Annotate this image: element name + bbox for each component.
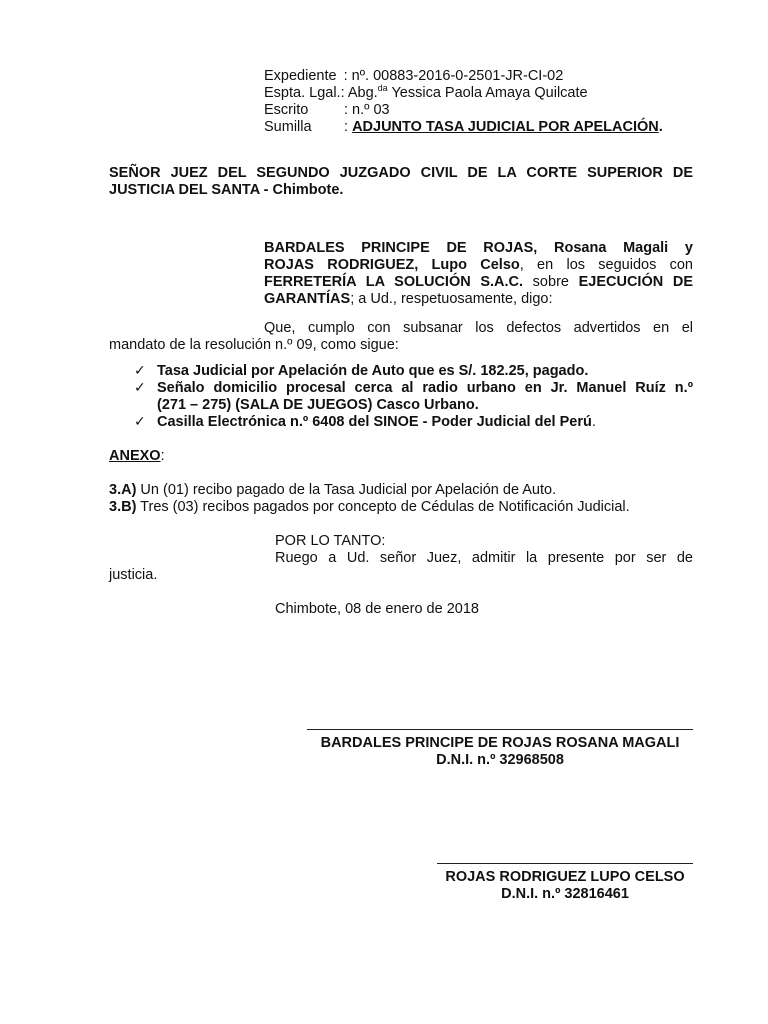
- sumilla-row: [264, 119, 663, 136]
- signature-line: [307, 729, 693, 730]
- signature-line: [437, 863, 693, 864]
- checklist-item-3: Casilla Electrónica n.º 6408 del SINOE - Poder Judicial del Perú.: [157, 414, 596, 430]
- checklist-item-2-line-1: Señalo domicilio procesal cerca al radio urbano en Jr. Manuel Ruíz n.º: [157, 380, 693, 396]
- parties-line-2: ROJAS RODRIGUEZ, Lupo Celso, en los seguidos con: [264, 257, 693, 273]
- date-line: Chimbote, 08 de enero de 2018: [275, 601, 479, 617]
- anexo-title: ANEXO:: [109, 448, 165, 464]
- por-lo-tanto: POR LO TANTO:: [275, 533, 386, 549]
- escrito-value: : n.º 03: [344, 102, 390, 118]
- espta-value-sup: da: [377, 83, 388, 94]
- parties-line-4: GARANTÍAS; a Ud., respetuosamente, digo:: [264, 291, 553, 307]
- check-icon: ✓: [134, 362, 146, 378]
- ruego-line-2: justicia.: [109, 567, 158, 583]
- signer-dni: D.N.I. n.º 32968508: [436, 752, 564, 768]
- espta-value-prefix: : Abg.: [340, 85, 378, 101]
- escrito-label: Escrito: [264, 102, 309, 118]
- anexo-item-a: 3.A) Un (01) recibo pagado de la Tasa Judicial por Apelación de Auto.: [109, 482, 557, 498]
- expediente-row: [264, 68, 563, 85]
- check-icon: ✓: [134, 379, 146, 395]
- signer-dni: D.N.I. n.º 32816461: [501, 886, 629, 902]
- escrito-row: [264, 102, 390, 119]
- espta-label: Espta. Lgal.: [264, 85, 341, 101]
- parties-line-1: BARDALES PRINCIPE DE ROJAS, Rosana Magali y: [264, 240, 693, 256]
- checklist-item-2-line-2: (271 – 275) (SALA DE JUEGOS) Casco Urbano.: [157, 397, 479, 413]
- espta-row: [264, 85, 588, 102]
- sumilla-label: Sumilla: [264, 119, 312, 135]
- expediente-label: Expediente: [264, 68, 337, 84]
- addressee-line-1: SEÑOR JUEZ DEL SEGUNDO JUZGADO CIVIL DE LA CORTE SUPERIOR DE: [109, 165, 693, 181]
- signer-name: ROJAS RODRIGUEZ LUPO CELSO: [445, 869, 685, 885]
- anexo-item-b: 3.B) Tres (03) recibos pagados por concepto de Cédulas de Notificación Judicial.: [109, 499, 630, 515]
- sumilla-colon: :: [344, 119, 349, 135]
- parties-line-3: FERRETERÍA LA SOLUCIÓN S.A.C. sobre EJECUCIÓN DE: [264, 274, 693, 290]
- checklist-item-1: Tasa Judicial por Apelación de Auto que es S/. 182.25, pagado.: [157, 363, 589, 379]
- addressee-line-2: JUSTICIA DEL SANTA - Chimbote.: [109, 182, 344, 198]
- intro-line-1: Que, cumplo con subsanar los defectos advertidos en el: [264, 320, 693, 336]
- ruego-line-1: Ruego a Ud. señor Juez, admitir la presente por ser de: [275, 550, 693, 566]
- sumilla-period: .: [658, 119, 663, 135]
- intro-line-2: mandato de la resolución n.º 09, como sigue:: [109, 337, 399, 353]
- signer-name: BARDALES PRINCIPE DE ROJAS ROSANA MAGALI: [320, 735, 680, 751]
- expediente-value: : nº. 00883-2016-0-2501-JR-CI-02: [343, 68, 564, 84]
- espta-value-name: Yessica Paola Amaya Quilcate: [387, 85, 588, 101]
- check-icon: ✓: [134, 413, 146, 429]
- sumilla-value: ADJUNTO TASA JUDICIAL POR APELACIÓN: [352, 119, 659, 135]
